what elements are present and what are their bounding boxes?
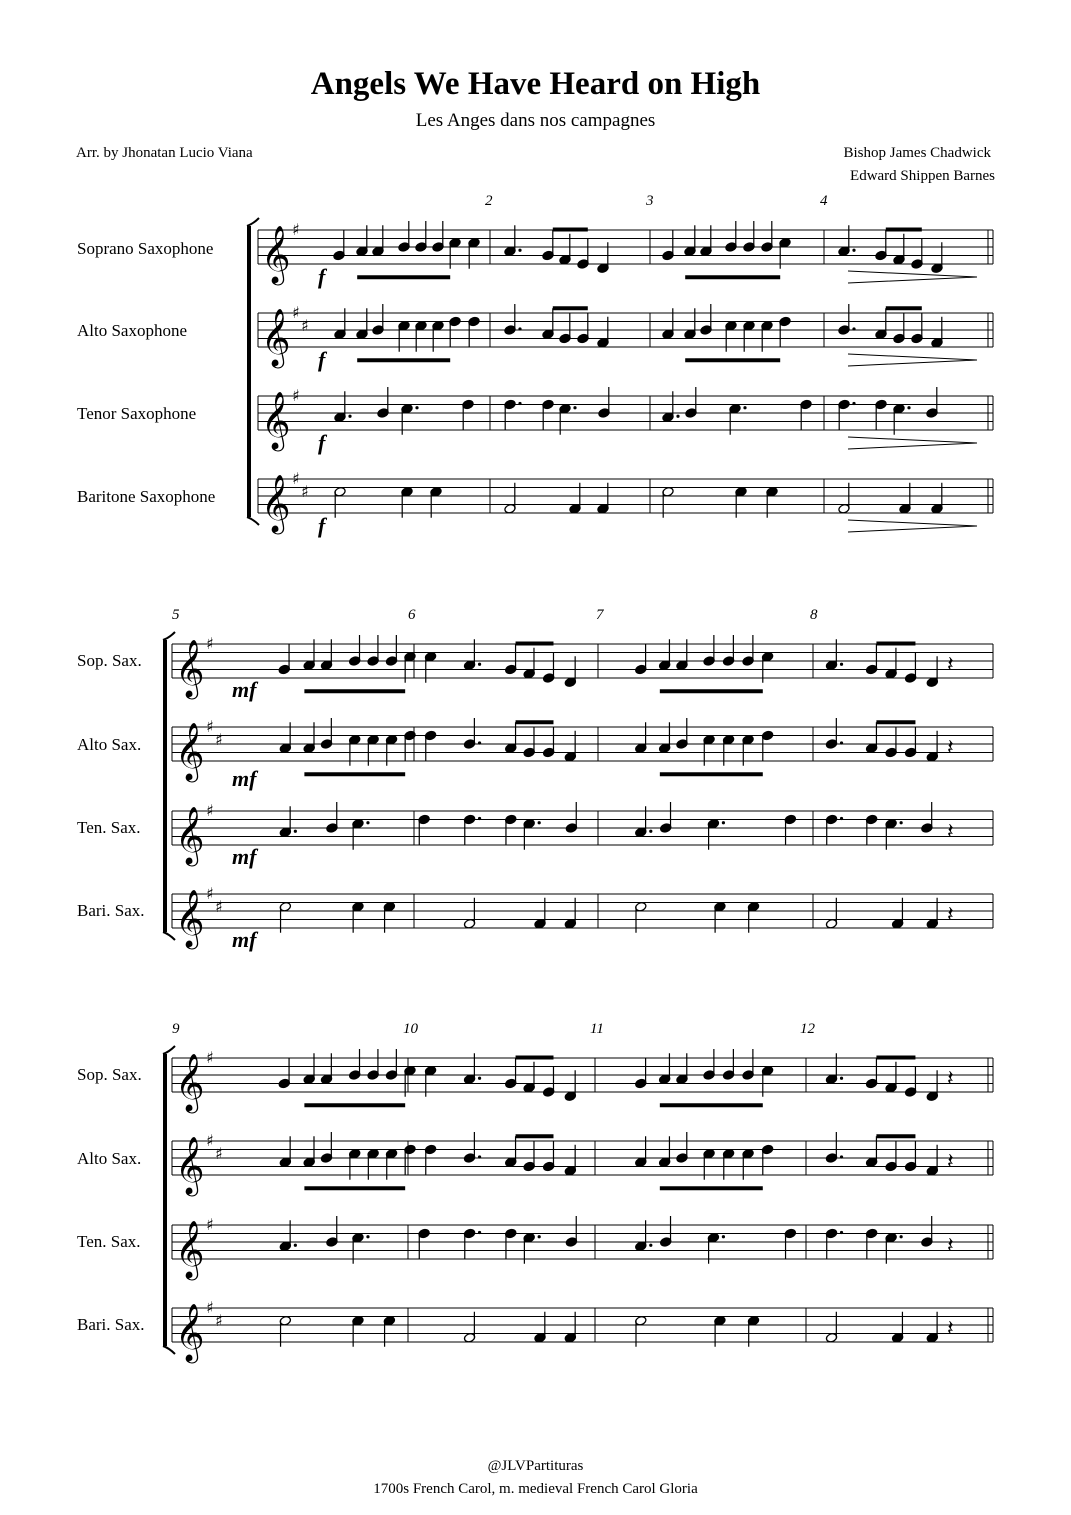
sharp-icon: ♯ <box>292 386 300 405</box>
beam <box>886 228 922 232</box>
dot <box>518 327 521 330</box>
quarter-rest-icon: 𝄽 <box>947 652 954 678</box>
treble-clef-icon: 𝄞 <box>175 1303 205 1361</box>
dot <box>518 402 521 405</box>
instrument-label: Sop. Sax. <box>77 1065 142 1084</box>
beam <box>304 689 405 693</box>
instrument-label: Alto Sax. <box>77 1149 142 1168</box>
dynamic-marking: f <box>318 347 326 372</box>
beam <box>876 1134 915 1138</box>
treble-clef-icon: 𝄞 <box>261 391 291 449</box>
treble-clef-icon: 𝄞 <box>175 806 205 864</box>
beam <box>876 720 915 724</box>
beam <box>304 1186 405 1190</box>
instrument-label: Soprano Saxophone <box>77 239 214 258</box>
beam <box>660 689 763 693</box>
dot <box>840 741 843 744</box>
dot <box>478 1077 481 1080</box>
decrescendo-hairpin <box>848 437 977 449</box>
system-bracket <box>247 226 251 517</box>
beam <box>516 1056 554 1060</box>
dot <box>840 817 843 820</box>
dynamic-marking: f <box>318 430 326 455</box>
dot <box>840 1077 843 1080</box>
composer-credit-2: Edward Shippen Barnes <box>850 168 995 184</box>
quarter-rest-icon: 𝄽 <box>947 819 954 845</box>
instrument-label: Sop. Sax. <box>77 651 142 670</box>
dot <box>743 406 746 409</box>
instrument-label: Bari. Sax. <box>77 1315 145 1334</box>
sharp-icon: ♯ <box>301 481 309 501</box>
beam <box>357 358 450 362</box>
dot <box>294 830 297 833</box>
beam <box>304 772 405 776</box>
dynamic-marking: f <box>318 513 326 538</box>
treble-clef-icon: 𝄞 <box>175 1136 205 1194</box>
sharp-icon: ♯ <box>215 729 223 749</box>
beam <box>516 720 554 724</box>
dot <box>840 663 843 666</box>
treble-clef-icon: 𝄞 <box>261 308 291 366</box>
dot <box>478 1231 481 1234</box>
measure-number: 9 <box>172 1021 180 1037</box>
footer-handle: @JLVPartituras <box>487 1458 584 1474</box>
sharp-icon: ♯ <box>292 303 300 322</box>
measure-number: 6 <box>408 607 416 623</box>
sharp-icon: ♯ <box>206 1131 214 1150</box>
dot <box>852 402 855 405</box>
system-bracket <box>163 1054 167 1346</box>
bracket-hook <box>163 632 175 640</box>
treble-clef-icon: 𝄞 <box>261 474 291 532</box>
quarter-rest-icon: 𝄽 <box>947 1149 954 1175</box>
sharp-icon: ♯ <box>292 469 300 488</box>
dynamic-marking: mf <box>232 844 257 869</box>
measure-number: 4 <box>820 193 828 209</box>
bracket-hook <box>163 932 175 940</box>
instrument-label: Baritone Saxophone <box>77 487 216 506</box>
sharp-icon: ♯ <box>215 1310 223 1330</box>
dot <box>900 821 903 824</box>
measure-number: 5 <box>172 607 180 623</box>
dot <box>649 1244 652 1247</box>
sharp-icon: ♯ <box>206 1298 214 1317</box>
decrescendo-hairpin <box>848 354 977 366</box>
dot <box>478 1155 481 1158</box>
treble-clef-icon: 𝄞 <box>175 889 205 947</box>
beam <box>685 275 780 279</box>
dot <box>538 821 541 824</box>
beam <box>553 228 588 232</box>
decrescendo-hairpin <box>848 520 977 532</box>
sharp-icon: ♯ <box>206 1048 214 1067</box>
dot <box>676 415 679 418</box>
dot <box>478 741 481 744</box>
dot <box>348 415 351 418</box>
beam <box>660 772 763 776</box>
dot <box>907 406 910 409</box>
dot <box>852 249 855 252</box>
treble-clef-icon: 𝄞 <box>175 639 205 697</box>
dynamic-marking: mf <box>232 766 257 791</box>
bracket-hook <box>163 1046 175 1054</box>
dot <box>478 817 481 820</box>
beam <box>660 1186 763 1190</box>
sharp-icon: ♯ <box>301 315 309 335</box>
dot <box>415 406 418 409</box>
dot <box>649 830 652 833</box>
instrument-label: Bari. Sax. <box>77 901 145 920</box>
dot <box>538 1235 541 1238</box>
beam <box>516 642 554 646</box>
quarter-rest-icon: 𝄽 <box>947 1233 954 1259</box>
dot <box>840 1155 843 1158</box>
beam <box>304 1103 405 1107</box>
sharp-icon: ♯ <box>206 1215 214 1234</box>
system-bracket <box>163 640 167 932</box>
dot <box>366 1235 369 1238</box>
instrument-label: Tenor Saxophone <box>77 404 197 423</box>
sharp-icon: ♯ <box>292 220 300 239</box>
dot <box>840 1231 843 1234</box>
dot <box>722 821 725 824</box>
decrescendo-hairpin <box>848 271 977 283</box>
beam <box>886 306 922 310</box>
beam <box>876 1056 915 1060</box>
beam <box>516 1134 554 1138</box>
sharp-icon: ♯ <box>206 717 214 736</box>
beam <box>553 306 588 310</box>
treble-clef-icon: 𝄞 <box>261 225 291 283</box>
treble-clef-icon: 𝄞 <box>175 1053 205 1111</box>
instrument-label: Ten. Sax. <box>77 818 141 837</box>
dot <box>722 1235 725 1238</box>
quarter-rest-icon: 𝄽 <box>947 902 954 928</box>
measure-number: 10 <box>403 1021 418 1037</box>
dot <box>900 1235 903 1238</box>
measure-number: 7 <box>596 607 604 623</box>
beam <box>357 275 450 279</box>
page-subtitle: Les Anges dans nos campagnes <box>415 110 656 131</box>
page-title: Angels We Have Heard on High <box>310 66 761 102</box>
footer-source: 1700s French Carol, m. medieval French Carol Gloria <box>373 1481 698 1497</box>
measure-number: 8 <box>810 607 818 623</box>
dot <box>294 1244 297 1247</box>
quarter-rest-icon: 𝄽 <box>947 1316 954 1342</box>
dynamic-marking: mf <box>232 677 257 702</box>
treble-clef-icon: 𝄞 <box>175 1220 205 1278</box>
sharp-icon: ♯ <box>206 634 214 653</box>
beam <box>660 1103 763 1107</box>
composer-credit-1: Bishop James Chadwick <box>843 145 991 161</box>
dynamic-marking: f <box>318 264 326 289</box>
quarter-rest-icon: 𝄽 <box>947 735 954 761</box>
dynamic-marking: mf <box>232 927 257 952</box>
arranger-credit: Arr. by Jhonatan Lucio Viana <box>76 145 253 161</box>
bracket-hook <box>247 517 259 525</box>
beam <box>876 642 915 646</box>
sharp-icon: ♯ <box>206 884 214 903</box>
measure-number: 12 <box>800 1021 815 1037</box>
beam <box>685 358 780 362</box>
measure-number: 2 <box>485 193 493 209</box>
sharp-icon: ♯ <box>206 801 214 820</box>
bracket-hook <box>247 218 259 226</box>
dot <box>478 663 481 666</box>
treble-clef-icon: 𝄞 <box>175 722 205 780</box>
dot <box>852 327 855 330</box>
quarter-rest-icon: 𝄽 <box>947 1066 954 1092</box>
instrument-label: Alto Sax. <box>77 735 142 754</box>
measure-number: 11 <box>590 1021 604 1037</box>
measure-number: 3 <box>646 193 654 209</box>
sharp-icon: ♯ <box>215 896 223 916</box>
dot <box>366 821 369 824</box>
dot <box>518 249 521 252</box>
bracket-hook <box>163 1346 175 1354</box>
instrument-label: Ten. Sax. <box>77 1232 141 1251</box>
dot <box>573 406 576 409</box>
instrument-label: Alto Saxophone <box>77 321 188 340</box>
sharp-icon: ♯ <box>215 1143 223 1163</box>
